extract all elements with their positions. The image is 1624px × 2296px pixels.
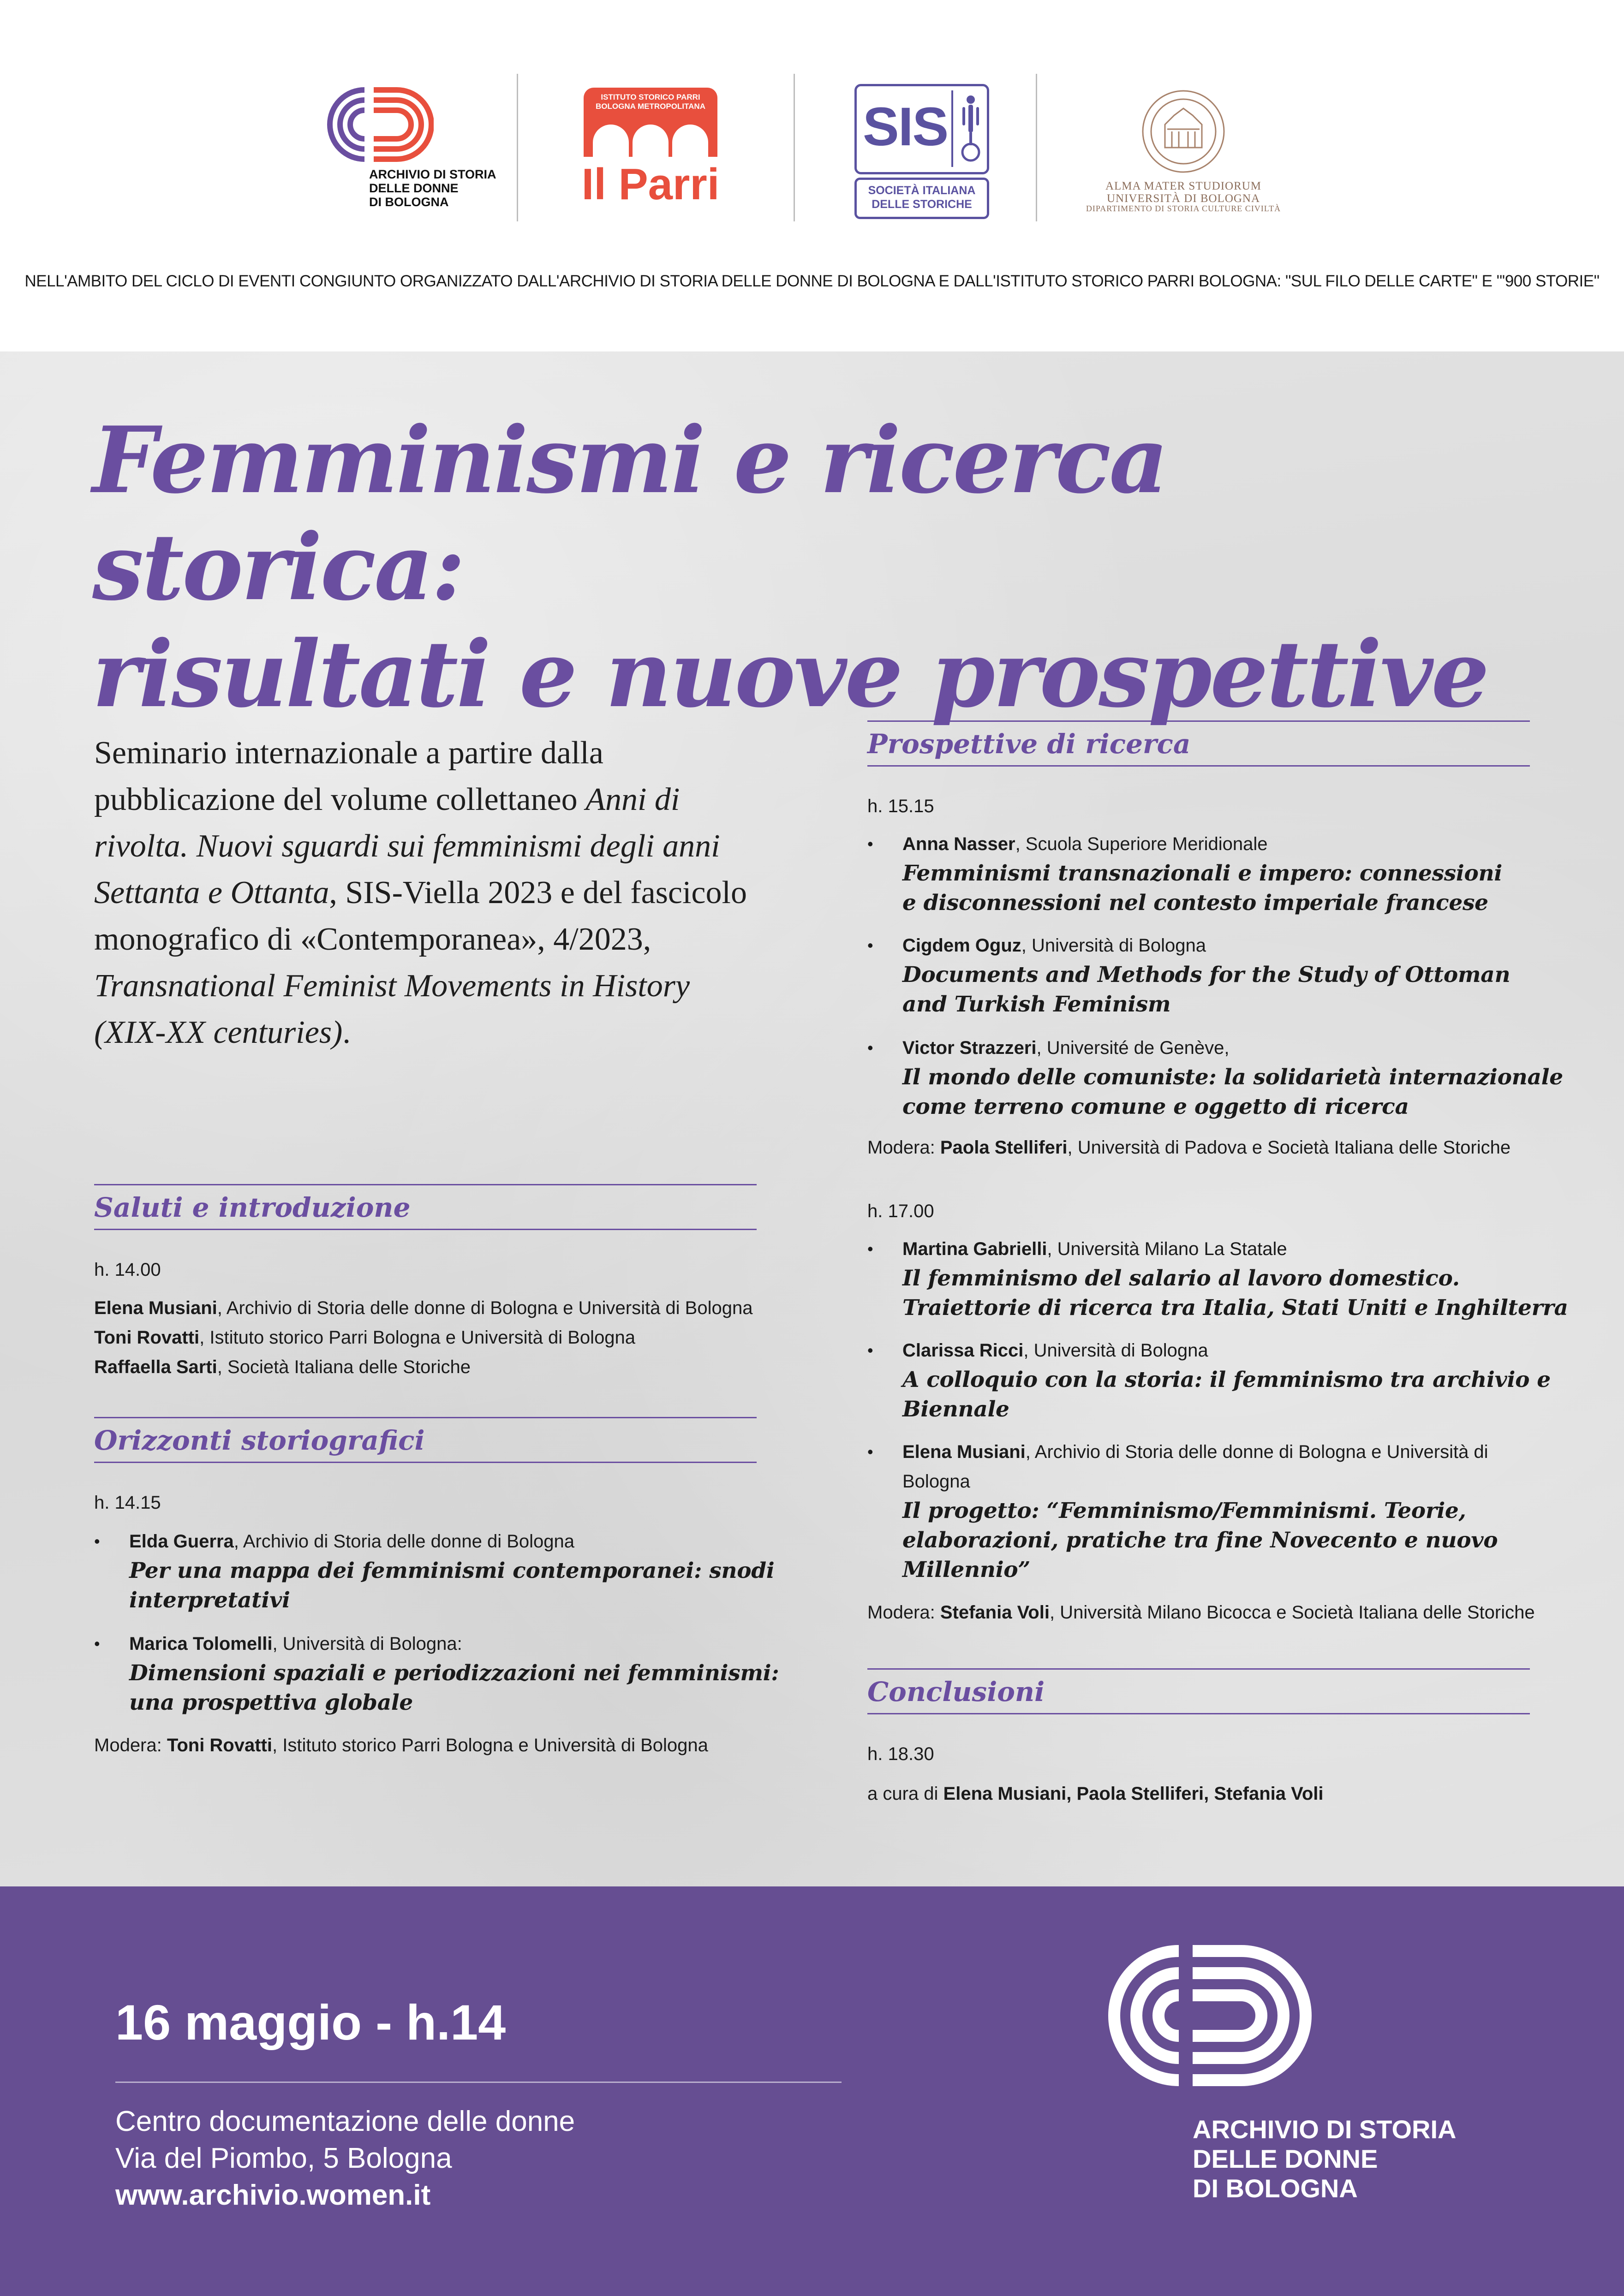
parri-logo-name: Il Parri — [581, 160, 720, 209]
sis-logo — [854, 83, 992, 221]
speaker-line: Clarissa Ricci, Università di Bologna — [902, 1340, 1208, 1361]
venue-address: Centro documentazione delle donne Via del Piombo, 5 Bologna — [115, 2106, 575, 2174]
session-time: h. 15.15 — [867, 796, 934, 816]
speaker-line: Elena Musiani, Archivio di Storia delle donne di Bologna e Università di Bologna — [902, 1442, 1488, 1492]
section-heading-saluti: Saluti e introduzione — [94, 1184, 757, 1230]
header — [0, 0, 1624, 351]
talk-title: Il mondo delle comuniste: la solidarietà internazionale come terreno comune e oggetto di ricerca — [902, 1065, 1563, 1119]
event-date: 16 maggio - h.14 — [115, 1994, 506, 2050]
journal-issue-title: Transnational Feminist Movements in History (XIX-XX centuries) — [94, 968, 690, 1050]
moderator-line: Modera: Toni Rovatti, Istituto storico Parri Bologna e Università di Bologna — [94, 1735, 708, 1755]
speaker-line: Toni Rovatti, Istituto storico Parri Bologna e Università di Bologna — [94, 1327, 636, 1348]
footer — [0, 1886, 1624, 2296]
program-body — [0, 351, 1624, 1886]
unibo-logo-dept: DIPARTIMENTO DI STORIA CULTURE CIVILTÀ — [1086, 204, 1281, 213]
talk-title: A colloquio con la storia: il femminismo tra archivio e Biennale — [902, 1367, 1551, 1422]
book-title: Anni di rivolta. Nuovi sguardi sui femminismi degli anni Settanta e Ottanta — [94, 782, 720, 910]
speaker-line: Anna Nasser, Scuola Superiore Meridionale — [902, 834, 1268, 854]
bullet-icon: • — [867, 1038, 873, 1057]
session-time: h. 14.00 — [94, 1260, 161, 1280]
talk-title: Il femminismo del salario al lavoro domestico. Traiettorie di ricerca tra Italia, Stati Uniti e Inghilterra — [902, 1266, 1568, 1320]
footer-divider — [115, 2082, 842, 2083]
archivio-logo-label: ARCHIVIO DI STORIA DELLE DONNE DI BOLOGNA — [1193, 2115, 1457, 2203]
bullet-icon: • — [94, 1634, 100, 1653]
speaker-line: Martina Gabrielli, Università Milano La Statale — [902, 1239, 1287, 1259]
bullet-icon: • — [867, 1239, 873, 1258]
speaker-line: Victor Strazzeri, Université de Genève, — [902, 1038, 1230, 1058]
talk-title: Per una mappa dei femminismi contemporanei: snodi interpretativi — [129, 1558, 775, 1613]
archivio-logo-icon — [1052, 1942, 1329, 2089]
bullet-icon: • — [867, 834, 873, 853]
parri-logo-subtitle: ISTITUTO STORICO PARRI BOLOGNA METROPOLITANA — [596, 93, 705, 111]
unibo-logo — [1084, 88, 1283, 221]
talk-title: Il progetto: “Femminismo/Femminismi. Teorie, elaborazioni, pratiche tra fine Novecento e nuovo Millennio” — [902, 1498, 1498, 1582]
sis-logo-text: SIS — [863, 96, 948, 157]
archivio-logo-label: ARCHIVIO DI STORIA DELLE DONNE DI BOLOGNA — [369, 167, 496, 209]
section-heading-conclusioni: Conclusioni — [867, 1668, 1530, 1714]
talk-title: Femminismi transnazionali e impero: connessioni e disconnessioni nel contesto imperiale francese — [902, 861, 1502, 916]
bullet-icon: • — [867, 1341, 873, 1360]
archivio-logo-icon — [304, 85, 434, 164]
speaker-line: Elena Musiani, Archivio di Storia delle donne di Bologna e Università di Bologna — [94, 1298, 753, 1318]
logo-divider — [794, 74, 795, 221]
bullet-icon: • — [94, 1532, 100, 1551]
speaker-line: Raffaella Sarti, Società Italiana delle Storiche — [94, 1357, 471, 1377]
section-heading-prospettive: Prospettive di ricerca — [867, 720, 1530, 767]
session-time: h. 18.30 — [867, 1744, 934, 1764]
parri-logo — [579, 85, 722, 214]
sis-figure-icon — [958, 93, 984, 167]
speaker-line: Elda Guerra, Archivio di Storia delle donne di Bologna — [129, 1531, 575, 1552]
event-cycle-note: NELL'AMBITO DEL CICLO DI EVENTI CONGIUNTO ORGANIZZATO DALL'ARCHIVIO DI STORIA DELLE DONNE DI BOLOGNA E DALL'ISTITUTO STORICO PARRI BOLOGNA: "SUL FILO DELLE CARTE" E "'900 STORIE" — [24, 272, 1600, 290]
talk-title: Documents and Methods for the Study of Ottoman and Turkish Feminism — [902, 962, 1511, 1017]
logo-divider — [1036, 74, 1037, 221]
bullet-icon: • — [867, 936, 873, 955]
moderator-line: Modera: Stefania Voli, Università Milano Bicocca e Società Italiana delle Storiche — [867, 1602, 1535, 1623]
bullet-icon: • — [867, 1442, 873, 1461]
event-title: Femminismi e ricerca storica: risultati e nuove prospettive — [92, 406, 1488, 728]
moderator-line: Modera: Paola Stelliferi, Università di Padova e Società Italiana delle Storiche — [867, 1137, 1511, 1158]
session-time: h. 17.00 — [867, 1201, 934, 1221]
section-heading-orizzonti: Orizzonti storiografici — [94, 1417, 757, 1463]
archivio-logo — [304, 85, 503, 214]
unibo-seal-icon — [1140, 88, 1227, 175]
session-time: h. 14.15 — [94, 1493, 161, 1513]
conclusions-line: a cura di Elena Musiani, Paola Stelliferi, Stefania Voli — [867, 1784, 1324, 1804]
website-link[interactable]: www.archivio.women.it — [115, 2179, 431, 2211]
intro-paragraph: Seminario internazionale a partire dalla pubblicazione del volume collettaneo Anni di rivolta. Nuovi sguardi sui femminismi degli anni Settanta e Ottanta, SIS-Viella 2023 e del fascicolo monografico di «Contemporanea», 4/2023, Transnational Feminist Movements in History (XIX-XX centuries). — [94, 735, 747, 1050]
logo-divider — [517, 74, 518, 221]
unibo-logo-name: ALMA MATER STUDIORUM UNIVERSITÀ DI BOLOGNA — [1105, 180, 1262, 205]
talk-title: Dimensioni spaziali e periodizzazioni nei femminismi: una prospettiva globale — [129, 1660, 779, 1715]
sis-logo-subtitle: SOCIETÀ ITALIANA DELLE STORICHE — [868, 184, 976, 211]
speaker-line: Cigdem Oguz, Università di Bologna — [902, 935, 1206, 956]
speaker-line: Marica Tolomelli, Università di Bologna: — [129, 1634, 462, 1654]
